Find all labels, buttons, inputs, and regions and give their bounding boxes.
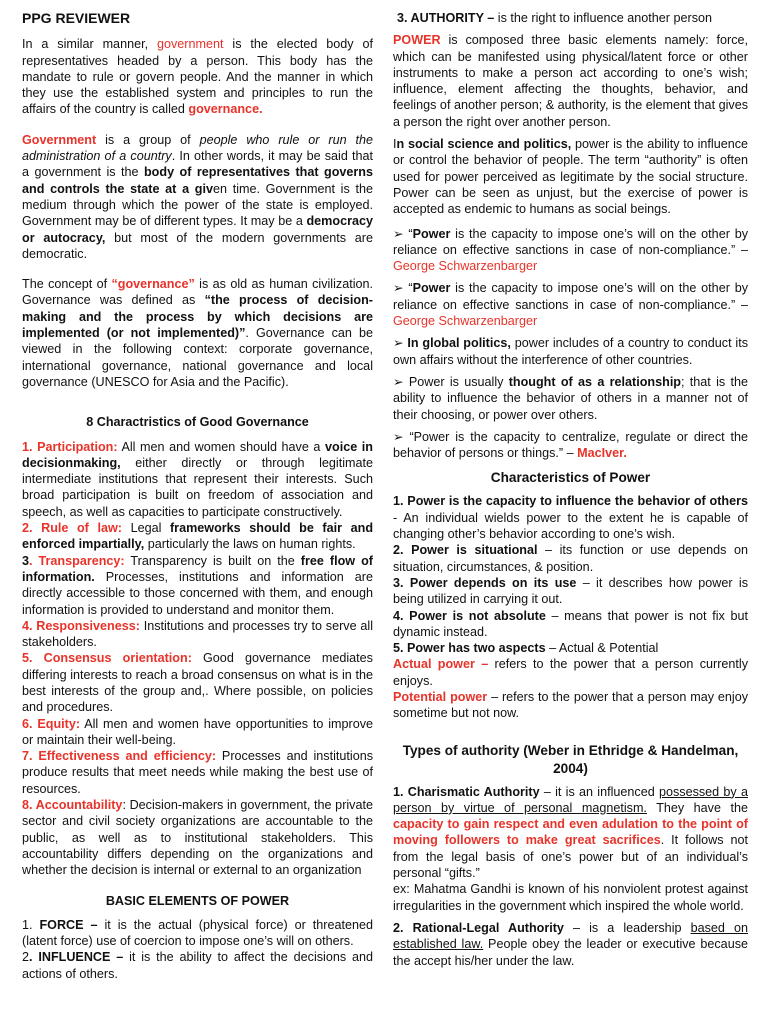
characteristics-of-power-heading: Characteristics of Power [490,470,651,486]
power-characteristic-1: 1. Power is the capacity to influence the behavior of others - An individual wields power to the extent he is capable of changing other’s behavior according to one’s wish. [393,494,748,542]
arrow-bullet-icon: ➢ [393,374,404,389]
page-title: PPG REVIEWER [22,10,131,26]
rational-legal-authority: 2. Rational-Legal Authority – is a leadership based on established law. People obey the leader or executive because the accept his/her under the law. [393,920,748,968]
power-elements-paragraph: POWER is composed three basic elements namely: force, which can be manifested using physical/latent force or other instruments to make a person act according to one’s wish; influence, element affecting the thoughts, behavior, and feelings of another person; & authority, is the element that gives a person the right over another person. [393,33,748,129]
characteristic-accountability: 8. Accountability: Decision-makers in government, the private sector and civil society organizations are accountable to the public, as well as to institutional stakeholders. This accountability differs depending on the organizations and whether the decision is internal or external to an organization [22,798,373,878]
power-characteristic-3: 3. Power depends on its use – it describes how power is being utilized in carrying it out. [393,575,748,607]
characteristic-participation: 1. Participation: All men and women should have a voice in decisionmaking, either directly or through legitimate intermediate institutions that represent their interests. Such broad participation is built on freedom of association and speech, as well as capacities to participate constructively. [22,439,373,519]
power-characteristic-4: 4. Power is not absolute – means that power is not fix but dynamic instead. [393,608,748,639]
arrow-bullet-icon: ➢ [393,336,404,351]
relationship-point: ➢ Power is usually thought of as a relationship; that is the ability to influence the behavior of others in a manner not of their choosing, or power over others. [393,374,748,422]
charismatic-authority: 1. Charismatic Authority – it is an influenced possessed by a person by virtue of personal magnetism. They have the capacity to gain respect and even adulation to the point of moving followers to make great sacrifices. It follows not from the legal basis of one’s power but of an individual’s personal “gifts.” [393,784,748,881]
governance-term: governance. [188,102,263,117]
arrow-bullet-icon: ➢ [393,226,404,241]
good-governance-heading: 8 Charactristics of Good Governance [86,415,309,430]
characteristic-consensus: 5. Consensus orientation: Good governance mediates differing interests to reach a broad consensus on what is in the best interests of the group and,. Where possible, on policies and procedures. [22,651,373,715]
element-influence: 2. INFLUENCE – it is the ability to affect the decisions and actions of others. [22,950,373,981]
power-quote-1: ➢ “Power is the capacity to impose one’s will on the other by reliance on effective sanctions in case of non-compliance.” – George Schwarzenbarger [393,226,748,274]
potential-power-definition: Potential power – refers to the power that a person may enjoy sometime but not now. [393,689,749,721]
characteristic-rule-of-law: 2. Rule of law: Legal frameworks should be fair and enforced impartially, particularly the laws on human rights. [22,521,374,552]
right-column [393,10,748,969]
power-quote-2: ➢ “Power is the capacity to impose one’s will on the other by reliance on effective sanctions in case of non-compliance.” – George Schwarzenbarger [393,281,748,329]
characteristic-responsiveness: 4. Responsiveness: Institutions and processes try to serve all stakeholders. [22,618,374,650]
characteristic-equity: 6. Equity: All men and women have opportunities to improve or maintain their well-being. [22,716,373,747]
gandhi-example: ex: Mahatma Gandhi is known of his nonviolent protest against irregularities in the government which inspired the whole world. [393,882,748,913]
government-definition-paragraph: Government is a group of people who rule or run the administration of a country. In other words, it may be said that a government is the body of representatives that governs and controls the state at a given time. Government is the medium through which the power of the state is employed. Government may be of different types. It may be a democracy or autocracy, but most of the modern governments are democratic. [22,132,374,261]
types-of-authority-heading: Types of authority (Weber in Ethridge & Handelman, 2004) [402,742,739,776]
left-column [22,10,373,982]
arrow-bullet-icon: ➢ [393,429,404,444]
maciver-quote: ➢ “Power is the capacity to centralize, regulate or direct the behavior of persons or things.” – MacIver. [393,429,748,461]
power-characteristic-5: 5. Power has two aspects – Actual & Potential [393,641,659,656]
social-science-paragraph: In social science and politics, power is the ability to influence or control the behavior of people. The term “authority” is often used for power perceived as legitimate by the social structure. Power can be seen as unjust, but the exercise of power is accepted as endemic to humans as social beings. [393,137,749,217]
characteristic-transparency: 3. Transparency: Transparency is built on the free flow of information. Processes, institutions and information are directly accessible to those concerned with them, and enough information is provided to understand and monitor them. [22,553,373,617]
power-characteristic-2: 2. Power is situational – its function or use depends on situation, circumstances, & position. [393,543,748,574]
actual-power-definition: Actual power – refers to the power that a person currently enjoys. [393,657,748,688]
basic-elements-heading: BASIC ELEMENTS OF POWER [105,893,290,908]
arrow-bullet-icon: ➢ [393,281,404,296]
element-force: 1. FORCE – it is the actual (physical force) or threatened (latent force) use of coercion to impose one’s will on others. [22,917,373,949]
government-term: government [156,37,224,52]
government-paragraph: In a similar manner, government is the elected body of representatives headed by a person. This body has the mandate to rule or govern people. And the manner in which they use the established system and principles to run the affairs of the country is called governance. [22,37,373,117]
global-politics-point: ➢ In global politics, power includes of a country to conduct its own affairs without the interference of other countries. [393,336,748,367]
characteristic-effectiveness: 7. Effectiveness and efficiency: Processes and institutions produce results that meet needs while making the best use of resources. [22,749,373,796]
governance-concept-paragraph: The concept of “governance” is as old as human civilization. Governance was defined as “the process of decision-making and the process by which decisions are implemented (or not implemented)”. Governance can be viewed in the following context: corporate governance, international governance, national governance and local governance (UNESCO for Asia and the Pacific). [22,277,374,389]
element-authority: 3. AUTHORITY – is the right to influence another person [397,11,713,25]
